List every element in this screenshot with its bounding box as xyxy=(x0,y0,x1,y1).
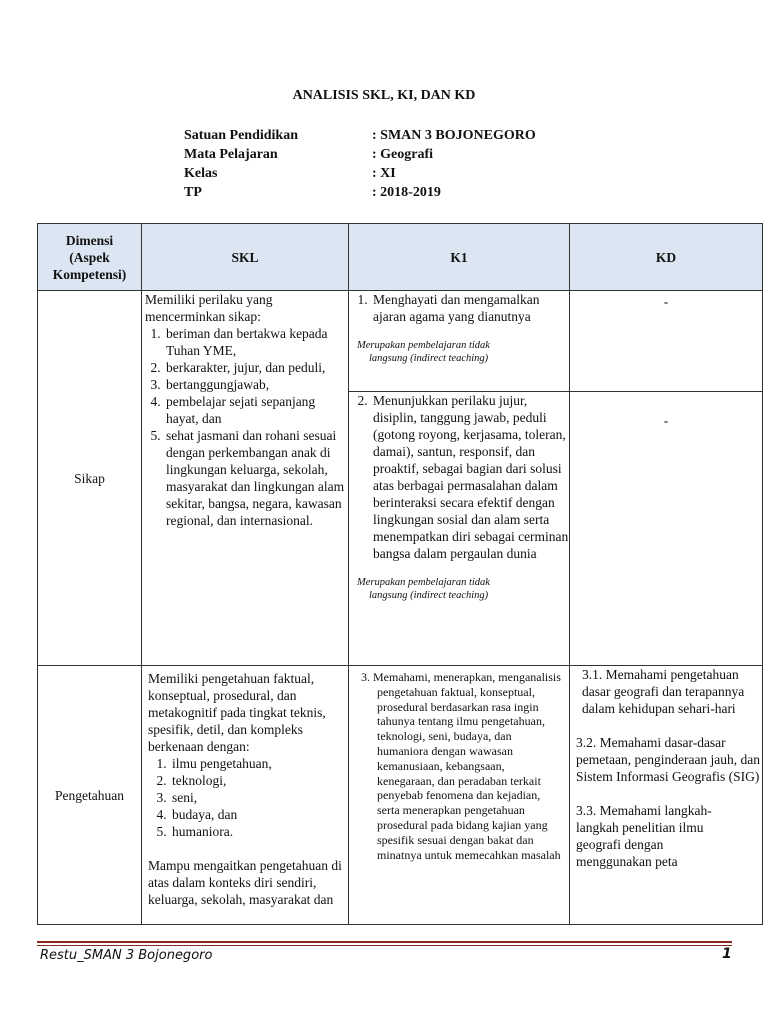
ki1-note: Merupakan pembelajaran tidak langsung (indirect teaching) xyxy=(357,340,490,364)
list-item: 5. sehat jasmani dan rohani sesuai dengan perkembangan anak di lingkungan keluarga, sekolah, masyarakat dan lingkungan alam sekitar, bangsa, negara, kawasan regional, dan internasional. xyxy=(164,427,348,529)
footer-divider xyxy=(37,945,732,946)
list-item: 3. seni, xyxy=(170,789,342,806)
ki2-text: 2. Menunjukkan perilaku jujur, disiplin, tanggung jawab, peduli (gotong royong, kerjasama, toleran, damai), santun, responsif, dan proaktif, sebagai bagian dari solusi atas berbagai permasalahan dalam berinteraksi secara efektif dengan lingkungan sosial dan alam serta menempatkan diri sebagai cerminan bangsa dalam pergaulan dunia xyxy=(371,392,569,562)
dimensi-pengetahuan: Pengetahuan xyxy=(38,666,142,925)
analysis-table xyxy=(37,223,763,925)
ki1-text: 1. Menghayati dan mengamalkan ajaran agama yang dianutnya xyxy=(371,291,569,325)
ki2-cell xyxy=(349,392,570,666)
kd-sikap-1 xyxy=(570,291,763,392)
skl-sikap xyxy=(142,291,349,666)
document-title: ANALISIS SKL, KI, DAN KD xyxy=(292,88,476,103)
meta-row-kelas xyxy=(184,164,536,183)
meta-row-mapel xyxy=(184,145,536,164)
list-item: 5. humaniora. xyxy=(170,823,342,840)
kd-item: 3.1. Memahami pengetahuan dasar geografi dan terapannya dalam kehidupan sehari-hari xyxy=(582,667,745,716)
table-row-pengetahuan xyxy=(38,666,763,925)
kd-pengetahuan xyxy=(570,666,763,925)
ki3-cell xyxy=(349,666,570,925)
meta-value: : 2018-2019 xyxy=(372,185,441,200)
table-header-row xyxy=(38,224,763,291)
meta-label: Kelas xyxy=(184,166,218,181)
kd-dash: - xyxy=(663,294,669,309)
kd-item: 3.3. Memahami langkah-langkah penelitian ilmu geografi dengan menggunakan peta xyxy=(576,803,712,869)
header-dimensi: Dimensi (Aspek Kompetensi) xyxy=(38,224,142,291)
footer-divider xyxy=(37,941,732,943)
ki2-list xyxy=(349,392,569,562)
skl-pengetahuan-outro: Mampu mengaitkan pengetahuan di atas dalam konteks diri sendiri, keluarga, sekolah, masyarakat dan xyxy=(148,858,342,907)
list-item: 1. beriman dan bertakwa kepada Tuhan YME, xyxy=(164,325,348,359)
kd-item: 3.2. Memahami dasar-dasar pemetaan, penginderaan jauh, dan Sistem Informasi Geografis (SIG) xyxy=(576,735,761,784)
list-item: 4. pembelajar sejati sepanjang hayat, dan xyxy=(164,393,348,427)
skl-pengetahuan-list xyxy=(148,755,342,840)
meta-value: : Geografi xyxy=(372,147,434,162)
ki1-list xyxy=(349,291,569,325)
list-item: 3. bertanggungjawab, xyxy=(164,376,348,393)
page-number: 1 xyxy=(722,946,732,962)
ki2-note: Merupakan pembelajaran tidak langsung (indirect teaching) xyxy=(357,577,490,601)
meta-label: Mata Pelajaran xyxy=(184,147,278,162)
header-k1: K1 xyxy=(349,224,570,291)
skl-pengetahuan-intro: Memiliki pengetahuan faktual, konseptual, prosedural, dan metakognitif pada tingkat teknis, spesifik, detil, dan kompleks berkenaan dengan: xyxy=(148,671,326,754)
list-item: 2. teknologi, xyxy=(170,772,342,789)
kd-sikap-2 xyxy=(570,392,763,666)
meta-row-tp xyxy=(184,183,536,202)
ki1-cell xyxy=(349,291,570,392)
list-item: 1. ilmu pengetahuan, xyxy=(170,755,342,772)
skl-pengetahuan xyxy=(142,666,349,925)
list-item: 2. berkarakter, jujur, dan peduli, xyxy=(164,359,348,376)
skl-sikap-list xyxy=(142,325,348,529)
meta-value: : XI xyxy=(372,166,396,181)
header-kd: KD xyxy=(570,224,763,291)
footer-author: Restu_SMAN 3 Bojonegoro xyxy=(40,948,213,963)
meta-label: TP xyxy=(184,185,202,200)
skl-sikap-intro: Memiliki perilaku yang mencerminkan sikap: xyxy=(145,292,273,324)
kd-dash: - xyxy=(663,413,669,428)
header-skl: SKL xyxy=(142,224,349,291)
dimensi-sikap: Sikap xyxy=(38,291,142,666)
ki3-text: 3. Memahami, menerapkan, menganalisis pengetahuan faktual, konseptual, prosedural berdasarkan rasa ingin tahunya tentang ilmu pengetahuan, teknologi, seni, budaya, dan humaniora dengan wawasan kemanusiaan, kebangsaan, kenegaraan, dan peradaban terkait penyebab fenomena dan kejadian, serta menerapkan pengetahuan prosedural pada bidang kajian yang spesifik sesuai dengan bakat dan minatnya untuk memecahkan masalah xyxy=(361,670,561,862)
list-item: 4. budaya, dan xyxy=(170,806,342,823)
meta-label: Satuan Pendidikan xyxy=(184,128,298,143)
document-meta xyxy=(184,126,536,202)
meta-row-satuan xyxy=(184,126,536,145)
table-row-sikap-1 xyxy=(38,291,763,392)
meta-value: : SMAN 3 BOJONEGORO xyxy=(372,128,536,143)
